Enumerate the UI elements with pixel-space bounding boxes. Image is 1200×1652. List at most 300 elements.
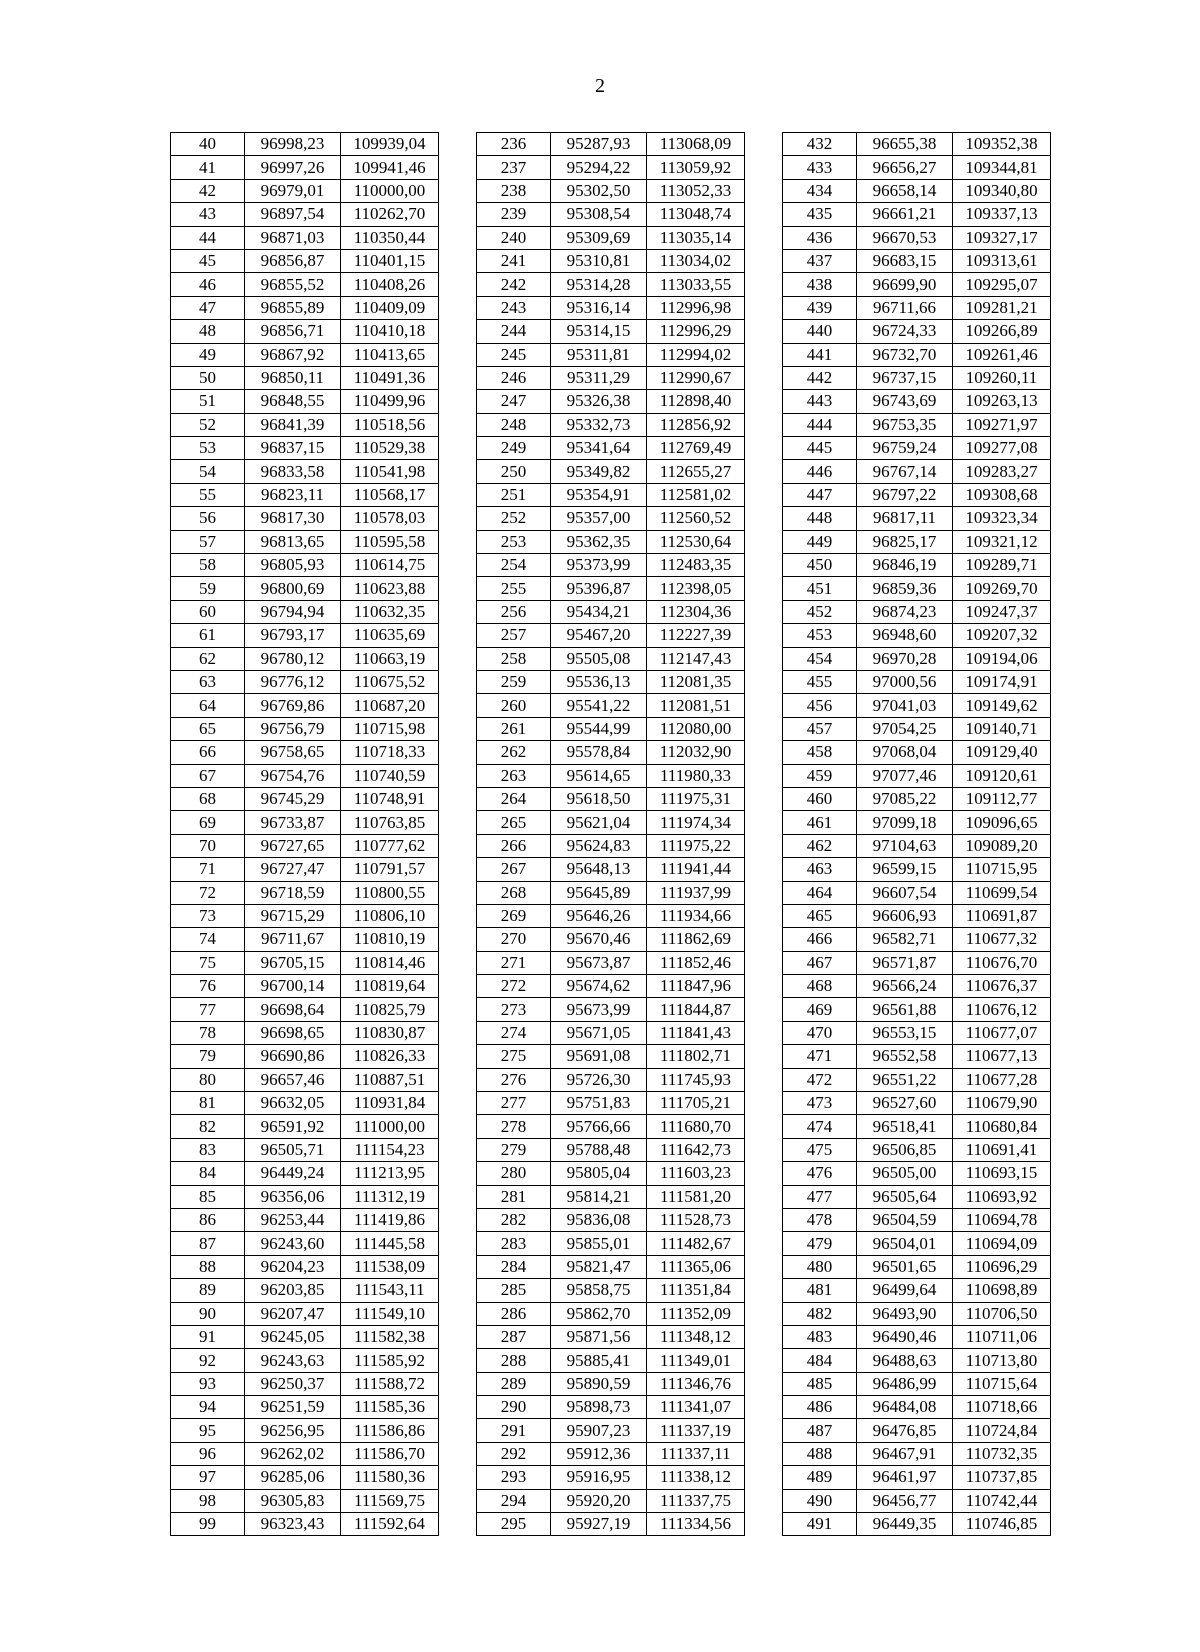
column-gap — [745, 600, 783, 623]
point-number-cell: 272 — [477, 975, 551, 998]
x-coordinate-cell: 95673,87 — [551, 951, 647, 974]
column-gap — [439, 975, 477, 998]
column-gap — [745, 741, 783, 764]
x-coordinate-cell: 96733,87 — [245, 811, 341, 834]
column-gap — [439, 1232, 477, 1255]
y-coordinate-cell: 110676,12 — [953, 998, 1051, 1021]
point-number-cell: 483 — [783, 1325, 857, 1348]
y-coordinate-cell: 111346,76 — [647, 1372, 745, 1395]
y-coordinate-cell: 110746,85 — [953, 1513, 1051, 1536]
y-coordinate-cell: 109308,68 — [953, 483, 1051, 506]
column-gap — [745, 670, 783, 693]
x-coordinate-cell: 96461,97 — [857, 1466, 953, 1489]
column-gap — [439, 998, 477, 1021]
column-gap — [439, 928, 477, 951]
point-number-cell: 247 — [477, 390, 551, 413]
y-coordinate-cell: 110413,65 — [341, 343, 439, 366]
y-coordinate-cell: 109260,11 — [953, 366, 1051, 389]
x-coordinate-cell: 96661,21 — [857, 203, 953, 226]
table-row — [171, 413, 1051, 436]
y-coordinate-cell: 111154,23 — [341, 1138, 439, 1161]
column-gap — [439, 1302, 477, 1325]
point-number-cell: 263 — [477, 764, 551, 787]
column-gap — [439, 1396, 477, 1419]
point-number-cell: 460 — [783, 787, 857, 810]
y-coordinate-cell: 109263,13 — [953, 390, 1051, 413]
y-coordinate-cell: 111586,86 — [341, 1419, 439, 1442]
point-number-cell: 285 — [477, 1279, 551, 1302]
point-number-cell: 55 — [171, 483, 245, 506]
x-coordinate-cell: 95396,87 — [551, 577, 647, 600]
point-number-cell: 84 — [171, 1162, 245, 1185]
column-gap — [439, 1349, 477, 1372]
table-row — [171, 670, 1051, 693]
point-number-cell: 454 — [783, 647, 857, 670]
y-coordinate-cell: 110694,78 — [953, 1208, 1051, 1231]
point-number-cell: 461 — [783, 811, 857, 834]
x-coordinate-cell: 95311,81 — [551, 343, 647, 366]
x-coordinate-cell: 97104,63 — [857, 834, 953, 857]
x-coordinate-cell: 96484,08 — [857, 1396, 953, 1419]
y-coordinate-cell: 111338,12 — [647, 1466, 745, 1489]
point-number-cell: 490 — [783, 1489, 857, 1512]
point-number-cell: 274 — [477, 1021, 551, 1044]
x-coordinate-cell: 96501,65 — [857, 1255, 953, 1278]
x-coordinate-cell: 96737,15 — [857, 366, 953, 389]
y-coordinate-cell: 109112,77 — [953, 787, 1051, 810]
y-coordinate-cell: 110694,09 — [953, 1232, 1051, 1255]
y-coordinate-cell: 112227,39 — [647, 624, 745, 647]
column-gap — [439, 858, 477, 881]
x-coordinate-cell: 96841,39 — [245, 413, 341, 436]
point-number-cell: 479 — [783, 1232, 857, 1255]
column-gap — [439, 1279, 477, 1302]
point-number-cell: 240 — [477, 226, 551, 249]
column-gap — [439, 273, 477, 296]
x-coordinate-cell: 96846,19 — [857, 554, 953, 577]
column-gap — [439, 483, 477, 506]
x-coordinate-cell: 96823,11 — [245, 483, 341, 506]
x-coordinate-cell: 96859,36 — [857, 577, 953, 600]
x-coordinate-cell: 96204,23 — [245, 1255, 341, 1278]
point-number-cell: 87 — [171, 1232, 245, 1255]
column-gap — [745, 507, 783, 530]
table-row — [171, 600, 1051, 623]
point-number-cell: 56 — [171, 507, 245, 530]
point-number-cell: 99 — [171, 1513, 245, 1536]
column-gap — [745, 554, 783, 577]
y-coordinate-cell: 109321,12 — [953, 530, 1051, 553]
x-coordinate-cell: 95332,73 — [551, 413, 647, 436]
y-coordinate-cell: 110931,84 — [341, 1092, 439, 1115]
y-coordinate-cell: 110763,85 — [341, 811, 439, 834]
y-coordinate-cell: 111482,67 — [647, 1232, 745, 1255]
y-coordinate-cell: 111802,71 — [647, 1045, 745, 1068]
y-coordinate-cell: 111862,69 — [647, 928, 745, 951]
y-coordinate-cell: 111365,06 — [647, 1255, 745, 1278]
x-coordinate-cell: 96850,11 — [245, 366, 341, 389]
x-coordinate-cell: 96769,86 — [245, 694, 341, 717]
point-number-cell: 43 — [171, 203, 245, 226]
x-coordinate-cell: 95621,04 — [551, 811, 647, 834]
point-number-cell: 82 — [171, 1115, 245, 1138]
column-gap — [439, 834, 477, 857]
table-row — [171, 1092, 1051, 1115]
point-number-cell: 451 — [783, 577, 857, 600]
point-number-cell: 455 — [783, 670, 857, 693]
x-coordinate-cell: 96566,24 — [857, 975, 953, 998]
y-coordinate-cell: 110677,13 — [953, 1045, 1051, 1068]
point-number-cell: 264 — [477, 787, 551, 810]
column-gap — [439, 1419, 477, 1442]
point-number-cell: 456 — [783, 694, 857, 717]
column-gap — [439, 296, 477, 319]
point-number-cell: 258 — [477, 647, 551, 670]
point-number-cell: 259 — [477, 670, 551, 693]
y-coordinate-cell: 111586,70 — [341, 1442, 439, 1465]
point-number-cell: 473 — [783, 1092, 857, 1115]
x-coordinate-cell: 96732,70 — [857, 343, 953, 366]
x-coordinate-cell: 96591,92 — [245, 1115, 341, 1138]
x-coordinate-cell: 96776,12 — [245, 670, 341, 693]
y-coordinate-cell: 112655,27 — [647, 460, 745, 483]
y-coordinate-cell: 110742,44 — [953, 1489, 1051, 1512]
column-gap — [745, 1466, 783, 1489]
column-gap — [439, 1021, 477, 1044]
x-coordinate-cell: 96256,95 — [245, 1419, 341, 1442]
table-row — [171, 1513, 1051, 1536]
point-number-cell: 450 — [783, 554, 857, 577]
point-number-cell: 434 — [783, 179, 857, 202]
column-gap — [745, 156, 783, 179]
point-number-cell: 57 — [171, 530, 245, 553]
x-coordinate-cell: 96599,15 — [857, 858, 953, 881]
y-coordinate-cell: 110687,20 — [341, 694, 439, 717]
point-number-cell: 441 — [783, 343, 857, 366]
y-coordinate-cell: 109327,17 — [953, 226, 1051, 249]
x-coordinate-cell: 96551,22 — [857, 1068, 953, 1091]
x-coordinate-cell: 95890,59 — [551, 1372, 647, 1395]
y-coordinate-cell: 109269,70 — [953, 577, 1051, 600]
point-number-cell: 96 — [171, 1442, 245, 1465]
y-coordinate-cell: 109344,81 — [953, 156, 1051, 179]
x-coordinate-cell: 96207,47 — [245, 1302, 341, 1325]
y-coordinate-cell: 111528,73 — [647, 1208, 745, 1231]
y-coordinate-cell: 111642,73 — [647, 1138, 745, 1161]
y-coordinate-cell: 111349,01 — [647, 1349, 745, 1372]
point-number-cell: 40 — [171, 133, 245, 156]
point-number-cell: 463 — [783, 858, 857, 881]
y-coordinate-cell: 112994,02 — [647, 343, 745, 366]
point-number-cell: 276 — [477, 1068, 551, 1091]
x-coordinate-cell: 96780,12 — [245, 647, 341, 670]
point-number-cell: 278 — [477, 1115, 551, 1138]
column-gap — [439, 717, 477, 740]
point-number-cell: 77 — [171, 998, 245, 1021]
point-number-cell: 465 — [783, 904, 857, 927]
y-coordinate-cell: 109281,21 — [953, 296, 1051, 319]
table-row — [171, 834, 1051, 857]
x-coordinate-cell: 95766,66 — [551, 1115, 647, 1138]
point-number-cell: 262 — [477, 741, 551, 764]
table-row — [171, 881, 1051, 904]
x-coordinate-cell: 95691,08 — [551, 1045, 647, 1068]
column-gap — [745, 811, 783, 834]
point-number-cell: 286 — [477, 1302, 551, 1325]
x-coordinate-cell: 95871,56 — [551, 1325, 647, 1348]
column-gap — [745, 296, 783, 319]
x-coordinate-cell: 96655,38 — [857, 133, 953, 156]
column-gap — [439, 624, 477, 647]
point-number-cell: 486 — [783, 1396, 857, 1419]
y-coordinate-cell: 112990,67 — [647, 366, 745, 389]
point-number-cell: 435 — [783, 203, 857, 226]
table-row — [171, 1115, 1051, 1138]
table-row — [171, 203, 1051, 226]
y-coordinate-cell: 113059,92 — [647, 156, 745, 179]
y-coordinate-cell: 111841,43 — [647, 1021, 745, 1044]
x-coordinate-cell: 95294,22 — [551, 156, 647, 179]
y-coordinate-cell: 110715,95 — [953, 858, 1051, 881]
column-gap — [745, 1279, 783, 1302]
column-gap — [439, 1068, 477, 1091]
y-coordinate-cell: 111582,38 — [341, 1325, 439, 1348]
column-gap — [745, 1302, 783, 1325]
point-number-cell: 52 — [171, 413, 245, 436]
point-number-cell: 279 — [477, 1138, 551, 1161]
y-coordinate-cell: 110262,70 — [341, 203, 439, 226]
x-coordinate-cell: 96711,66 — [857, 296, 953, 319]
y-coordinate-cell: 112483,35 — [647, 554, 745, 577]
y-coordinate-cell: 110000,00 — [341, 179, 439, 202]
y-coordinate-cell: 110675,52 — [341, 670, 439, 693]
point-number-cell: 41 — [171, 156, 245, 179]
table-row — [171, 1232, 1051, 1255]
point-number-cell: 440 — [783, 320, 857, 343]
table-row — [171, 998, 1051, 1021]
column-gap — [439, 203, 477, 226]
point-number-cell: 79 — [171, 1045, 245, 1068]
point-number-cell: 74 — [171, 928, 245, 951]
x-coordinate-cell: 96698,65 — [245, 1021, 341, 1044]
x-coordinate-cell: 95912,36 — [551, 1442, 647, 1465]
column-gap — [745, 1138, 783, 1161]
x-coordinate-cell: 96670,53 — [857, 226, 953, 249]
column-gap — [439, 179, 477, 202]
column-gap — [439, 577, 477, 600]
y-coordinate-cell: 110732,35 — [953, 1442, 1051, 1465]
y-coordinate-cell: 110713,80 — [953, 1349, 1051, 1372]
column-gap — [439, 133, 477, 156]
point-number-cell: 236 — [477, 133, 551, 156]
x-coordinate-cell: 95855,01 — [551, 1232, 647, 1255]
x-coordinate-cell: 96490,46 — [857, 1325, 953, 1348]
y-coordinate-cell: 109289,71 — [953, 554, 1051, 577]
point-number-cell: 63 — [171, 670, 245, 693]
y-coordinate-cell: 109207,32 — [953, 624, 1051, 647]
x-coordinate-cell: 95287,93 — [551, 133, 647, 156]
y-coordinate-cell: 109120,61 — [953, 764, 1051, 787]
x-coordinate-cell: 96505,64 — [857, 1185, 953, 1208]
point-number-cell: 438 — [783, 273, 857, 296]
point-number-cell: 62 — [171, 647, 245, 670]
y-coordinate-cell: 112856,92 — [647, 413, 745, 436]
point-number-cell: 250 — [477, 460, 551, 483]
column-gap — [439, 951, 477, 974]
table-row — [171, 366, 1051, 389]
x-coordinate-cell: 95618,50 — [551, 787, 647, 810]
x-coordinate-cell: 96817,11 — [857, 507, 953, 530]
point-number-cell: 244 — [477, 320, 551, 343]
point-number-cell: 484 — [783, 1349, 857, 1372]
x-coordinate-cell: 95314,28 — [551, 273, 647, 296]
y-coordinate-cell: 111592,64 — [341, 1513, 439, 1536]
x-coordinate-cell: 97068,04 — [857, 741, 953, 764]
x-coordinate-cell: 95920,20 — [551, 1489, 647, 1512]
point-number-cell: 75 — [171, 951, 245, 974]
x-coordinate-cell: 95671,05 — [551, 1021, 647, 1044]
x-coordinate-cell: 96656,27 — [857, 156, 953, 179]
point-number-cell: 280 — [477, 1162, 551, 1185]
point-number-cell: 469 — [783, 998, 857, 1021]
y-coordinate-cell: 111543,11 — [341, 1279, 439, 1302]
y-coordinate-cell: 110677,07 — [953, 1021, 1051, 1044]
y-coordinate-cell: 110635,69 — [341, 624, 439, 647]
x-coordinate-cell: 95341,64 — [551, 437, 647, 460]
column-gap — [745, 1068, 783, 1091]
column-gap — [745, 133, 783, 156]
point-number-cell: 71 — [171, 858, 245, 881]
y-coordinate-cell: 113034,02 — [647, 249, 745, 272]
table-row — [171, 624, 1051, 647]
point-number-cell: 80 — [171, 1068, 245, 1091]
point-number-cell: 439 — [783, 296, 857, 319]
column-gap — [745, 203, 783, 226]
y-coordinate-cell: 112081,35 — [647, 670, 745, 693]
x-coordinate-cell: 96718,59 — [245, 881, 341, 904]
column-gap — [439, 670, 477, 693]
x-coordinate-cell: 95645,89 — [551, 881, 647, 904]
column-gap — [439, 226, 477, 249]
table-row — [171, 647, 1051, 670]
table-row — [171, 460, 1051, 483]
x-coordinate-cell: 96476,85 — [857, 1419, 953, 1442]
x-coordinate-cell: 96805,93 — [245, 554, 341, 577]
table-row — [171, 904, 1051, 927]
column-gap — [745, 834, 783, 857]
point-number-cell: 288 — [477, 1349, 551, 1372]
x-coordinate-cell: 96970,28 — [857, 647, 953, 670]
point-number-cell: 73 — [171, 904, 245, 927]
column-gap — [439, 741, 477, 764]
y-coordinate-cell: 111705,21 — [647, 1092, 745, 1115]
point-number-cell: 54 — [171, 460, 245, 483]
point-number-cell: 292 — [477, 1442, 551, 1465]
x-coordinate-cell: 96571,87 — [857, 951, 953, 974]
column-gap — [439, 1162, 477, 1185]
x-coordinate-cell: 96745,29 — [245, 787, 341, 810]
y-coordinate-cell: 111975,22 — [647, 834, 745, 857]
point-number-cell: 295 — [477, 1513, 551, 1536]
x-coordinate-cell: 96607,54 — [857, 881, 953, 904]
x-coordinate-cell: 96356,06 — [245, 1185, 341, 1208]
table-row — [171, 951, 1051, 974]
point-number-cell: 475 — [783, 1138, 857, 1161]
x-coordinate-cell: 96690,86 — [245, 1045, 341, 1068]
table-row — [171, 1419, 1051, 1442]
y-coordinate-cell: 110715,64 — [953, 1372, 1051, 1395]
point-number-cell: 294 — [477, 1489, 551, 1512]
column-gap — [745, 1045, 783, 1068]
y-coordinate-cell: 110568,17 — [341, 483, 439, 506]
point-number-cell: 69 — [171, 811, 245, 834]
x-coordinate-cell: 95927,19 — [551, 1513, 647, 1536]
y-coordinate-cell: 109313,61 — [953, 249, 1051, 272]
x-coordinate-cell: 96727,65 — [245, 834, 341, 857]
point-number-cell: 72 — [171, 881, 245, 904]
point-number-cell: 464 — [783, 881, 857, 904]
table-row — [171, 1442, 1051, 1465]
x-coordinate-cell: 96700,14 — [245, 975, 341, 998]
y-coordinate-cell: 110810,19 — [341, 928, 439, 951]
point-number-cell: 277 — [477, 1092, 551, 1115]
y-coordinate-cell: 109352,38 — [953, 133, 1051, 156]
x-coordinate-cell: 95862,70 — [551, 1302, 647, 1325]
y-coordinate-cell: 109140,71 — [953, 717, 1051, 740]
y-coordinate-cell: 110499,96 — [341, 390, 439, 413]
table-row — [171, 811, 1051, 834]
column-gap — [745, 624, 783, 647]
column-gap — [745, 413, 783, 436]
x-coordinate-cell: 95354,91 — [551, 483, 647, 506]
x-coordinate-cell: 95670,46 — [551, 928, 647, 951]
column-gap — [439, 904, 477, 927]
x-coordinate-cell: 95314,15 — [551, 320, 647, 343]
x-coordinate-cell: 96251,59 — [245, 1396, 341, 1419]
x-coordinate-cell: 96243,63 — [245, 1349, 341, 1372]
y-coordinate-cell: 111549,10 — [341, 1302, 439, 1325]
column-gap — [439, 1115, 477, 1138]
point-number-cell: 85 — [171, 1185, 245, 1208]
column-gap — [745, 717, 783, 740]
column-gap — [439, 1045, 477, 1068]
point-number-cell: 468 — [783, 975, 857, 998]
point-number-cell: 237 — [477, 156, 551, 179]
y-coordinate-cell: 110541,98 — [341, 460, 439, 483]
x-coordinate-cell: 95308,54 — [551, 203, 647, 226]
point-number-cell: 491 — [783, 1513, 857, 1536]
x-coordinate-cell: 95674,62 — [551, 975, 647, 998]
x-coordinate-cell: 96856,87 — [245, 249, 341, 272]
y-coordinate-cell: 113052,33 — [647, 179, 745, 202]
table-row — [171, 156, 1051, 179]
table-row — [171, 296, 1051, 319]
y-coordinate-cell: 110718,66 — [953, 1396, 1051, 1419]
x-coordinate-cell: 96856,71 — [245, 320, 341, 343]
point-number-cell: 268 — [477, 881, 551, 904]
point-number-cell: 269 — [477, 904, 551, 927]
x-coordinate-cell: 95885,41 — [551, 1349, 647, 1372]
x-coordinate-cell: 96855,52 — [245, 273, 341, 296]
point-number-cell: 290 — [477, 1396, 551, 1419]
y-coordinate-cell: 109194,06 — [953, 647, 1051, 670]
y-coordinate-cell: 109939,04 — [341, 133, 439, 156]
point-number-cell: 487 — [783, 1419, 857, 1442]
x-coordinate-cell: 96727,47 — [245, 858, 341, 881]
point-number-cell: 275 — [477, 1045, 551, 1068]
point-number-cell: 47 — [171, 296, 245, 319]
y-coordinate-cell: 111419,86 — [341, 1208, 439, 1231]
